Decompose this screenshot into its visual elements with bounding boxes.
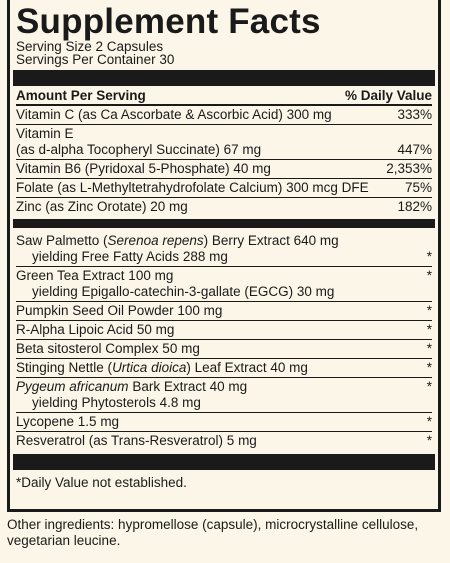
ingredient-dv: * — [426, 379, 432, 394]
ingredient-name: Green Tea Extract 100 mg — [16, 268, 174, 283]
ingredient-dv: * — [426, 360, 432, 375]
nutrient-dv: 75% — [404, 180, 432, 195]
column-header — [16, 88, 432, 106]
ingredient-name: Stinging Nettle (Urtica dioica) Leaf Extract 40 mg — [16, 360, 308, 375]
ingredient-dv: * — [426, 433, 432, 448]
ingredient-dv: * — [426, 249, 432, 264]
nutrient-name: Folate (as L-Methyltetrahydrofolate Calcium) 300 mcg DFE — [16, 180, 369, 195]
ingredient-detail: yielding Epigallo-catechin-3-gallate (EGCG) 30 mg — [32, 284, 335, 299]
ingredient-dv: * — [426, 303, 432, 318]
ingredient-name: Pumpkin Seed Oil Powder 100 mg — [16, 303, 223, 318]
ingredient-row-lipoic-acid — [16, 321, 432, 340]
ingredient-detail: yielding Free Fatty Acids 288 mg — [32, 249, 228, 264]
ingredient-dv: * — [426, 322, 432, 337]
divider-thick — [13, 70, 435, 86]
ingredient-row-green-tea — [16, 267, 432, 302]
nutrient-name: Vitamin E — [16, 126, 74, 141]
nutrient-dv: 447% — [397, 142, 432, 157]
ingredient-row-resveratrol — [16, 432, 432, 450]
ingredient-dv: * — [426, 341, 432, 356]
ingredient-name: Pygeum africanum Bark Extract 40 mg — [16, 379, 248, 394]
nutrient-row-vitamin-c — [16, 106, 432, 125]
serving-size: Serving Size 2 Capsules — [16, 39, 164, 54]
nutrient-row-vitamin-b6 — [16, 160, 432, 179]
ingredient-dv: * — [426, 268, 432, 283]
ingredient-name: Lycopene 1.5 mg — [16, 414, 120, 429]
ingredient-row-pygeum — [16, 378, 432, 413]
ingredient-row-pumpkin-seed — [16, 302, 432, 321]
nutrient-name: Vitamin B6 (Pyridoxal 5-Phosphate) 40 mg — [16, 161, 271, 176]
divider-medium — [13, 219, 435, 228]
nutrient-row-vitamin-e — [16, 125, 432, 160]
nutrient-dv: 2,353% — [386, 161, 432, 176]
nutrient-dv: 182% — [397, 199, 432, 214]
nutrient-name: Vitamin C (as Ca Ascorbate & Ascorbic Acid) 300 mg — [16, 107, 332, 122]
panel-title: Supplement Facts — [16, 2, 321, 41]
servings-per-container: Servings Per Container 30 — [16, 52, 175, 67]
amount-header: Amount Per Serving — [16, 88, 146, 103]
ingredient-row-lycopene — [16, 413, 432, 432]
footnote: *Daily Value not established. — [16, 475, 187, 490]
nutrient-row-folate — [16, 179, 432, 198]
divider-thick-bottom — [13, 454, 435, 470]
supplement-facts-panel — [7, 0, 441, 512]
nutrient-dv: 333% — [397, 107, 432, 122]
nutrient-name: Zinc (as Zinc Orotate) 20 mg — [16, 199, 188, 214]
other-ingredients: Other ingredients: hypromellose (capsule), microcrystalline cellulose, vegetarian leucine. — [7, 517, 419, 548]
ingredient-name: R-Alpha Lipoic Acid 50 mg — [16, 322, 175, 337]
ingredient-dv: * — [426, 414, 432, 429]
ingredient-name: Beta sitosterol Complex 50 mg — [16, 341, 200, 356]
ingredient-row-saw-palmetto — [16, 232, 432, 267]
nutrient-row-zinc — [16, 198, 432, 216]
nutrient-detail: (as d-alpha Tocopheryl Succinate) 67 mg — [16, 142, 262, 157]
ingredient-name: Saw Palmetto (Serenoa repens) Berry Extract 640 mg — [16, 233, 339, 248]
ingredient-detail: yielding Phytosterols 4.8 mg — [32, 395, 201, 410]
dv-header: % Daily Value — [344, 88, 432, 103]
ingredient-name: Resveratrol (as Trans-Resveratrol) 5 mg — [16, 433, 257, 448]
ingredient-row-stinging-nettle — [16, 359, 432, 378]
ingredient-row-beta-sitosterol — [16, 340, 432, 359]
